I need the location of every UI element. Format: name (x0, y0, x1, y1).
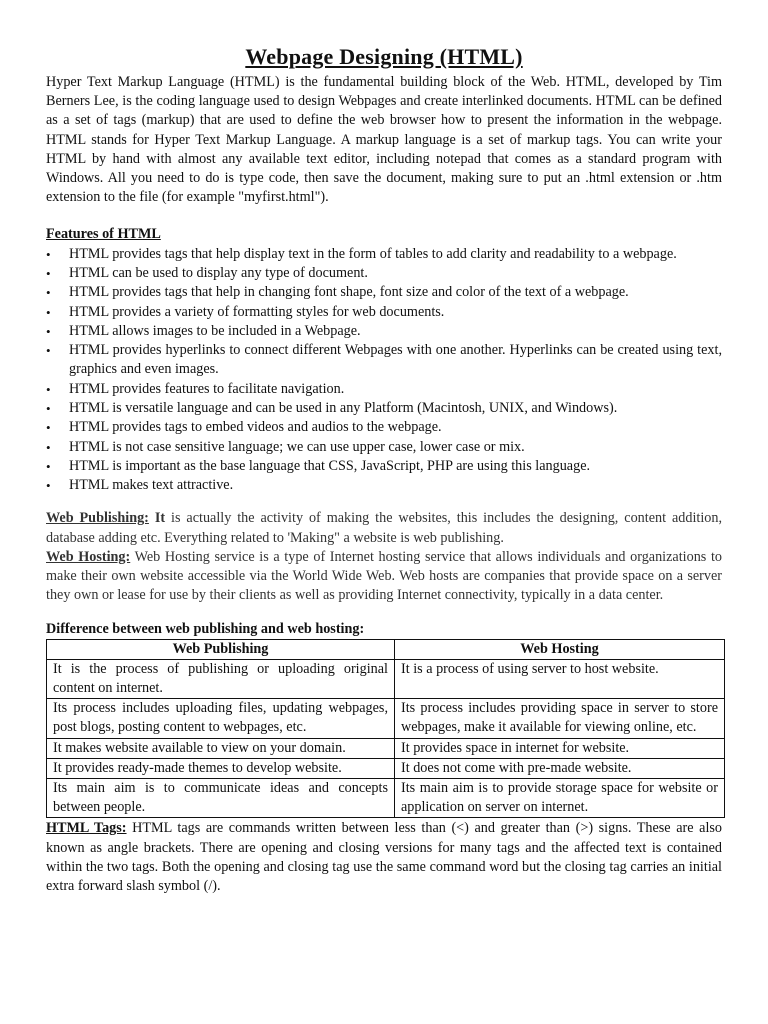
feature-text: HTML can be used to display any type of document. (69, 264, 368, 281)
features-heading: Features of HTML (46, 226, 161, 243)
bullet-icon: • (46, 343, 51, 359)
feature-list-item (46, 476, 722, 495)
web-publishing-cell: Its main aim is to communicate ideas and concepts between people. (47, 778, 395, 817)
table-header-row (47, 639, 725, 659)
web-hosting-cell: It does not come with pre-made website. (395, 758, 725, 778)
web-publishing-lead: It (148, 510, 166, 527)
web-publishing-cell: Its process includes uploading files, updating webpages, post blogs, posting content to webpages, etc. (47, 699, 395, 738)
features-list (46, 245, 722, 496)
feature-text: HTML provides tags to embed videos and audios to the webpage. (69, 419, 442, 436)
feature-list-item (46, 322, 722, 341)
web-hosting-text: Web Hosting service is a type of Internet hosting service that allows individuals and organizations to make their own website accessible via the World Wide Web. Web hosts are companies that provide space on a server they own or lease for use by their clients as well as providing Internet connectivity, typically in a data center. (46, 548, 722, 604)
feature-text: HTML is important as the base language that CSS, JavaScript, PHP are using this language. (69, 457, 591, 474)
intro-paragraph: Hyper Text Markup Language (HTML) is the fundamental building block of the Web. HTML, developed by Tim Berners Lee, is the coding language used to design Webpages and create interlinked documents. HTML can be defined as a set of tags (markup) that are used to define the web browser how to present the information in the webpage. HTML stands for Hyper Text Markup Language. A markup language is a set of markup tags. You can write your HTML by hand with almost any available text editor, including notepad that comes as a standard program with Windows. All you need to do is type code, then save the document, making sure to put an .html extension or .htm extension to the file (for example "myfirst.html"). (46, 74, 722, 206)
document-page (46, 44, 722, 896)
bullet-icon: • (46, 246, 51, 262)
feature-list-item (46, 418, 722, 437)
feature-text: HTML is versatile language and can be used in any Platform (Macintosh, UNIX, and Windows). (69, 400, 618, 416)
web-publishing-cell: It is the process of publishing or uploading original content on internet. (47, 659, 395, 698)
table-row (47, 659, 725, 698)
feature-list-item (46, 457, 722, 476)
bullet-icon: • (46, 304, 51, 320)
feature-list-item (46, 283, 722, 302)
table-row (47, 758, 725, 778)
web-hosting-cell: It provides space in internet for website. (395, 738, 725, 758)
web-hosting-label: Web Hosting: (46, 548, 131, 565)
feature-list-item (46, 245, 722, 264)
feature-list-item (46, 438, 722, 457)
feature-list-item (46, 303, 722, 322)
table-row (47, 738, 725, 758)
feature-list-item (46, 264, 722, 283)
bullet-icon: • (46, 285, 51, 301)
feature-text: HTML provides features to facilitate navigation. (69, 380, 345, 397)
table-row (47, 699, 725, 738)
difference-table (46, 639, 725, 819)
bullet-icon: • (46, 478, 51, 494)
html-tags-paragraph (46, 819, 722, 896)
feature-text: HTML provides a variety of formatting styles for web documents. (69, 303, 445, 320)
feature-text: HTML provides hyperlinks to connect different Webpages with one another. Hyperlinks can be created using text, graphics and even images. (69, 342, 722, 378)
feature-text: HTML allows images to be included in a Webpage. (69, 322, 361, 339)
bullet-icon: • (46, 458, 51, 474)
bullet-icon: • (46, 401, 51, 416)
bullet-icon: • (46, 381, 51, 397)
feature-text: HTML makes text attractive. (69, 477, 234, 494)
document-title: Webpage Designing (HTML) (245, 44, 523, 69)
header-web-publishing: Web Publishing (47, 639, 395, 659)
table-row (47, 778, 725, 817)
html-tags-label: HTML Tags: (46, 820, 127, 837)
bullet-icon: • (46, 323, 51, 339)
header-web-hosting: Web Hosting (395, 639, 725, 659)
web-hosting-cell: Its main aim is to provide storage space for website or application on server on internet. (395, 778, 725, 817)
difference-caption: Difference between web publishing and web hosting: (46, 620, 365, 637)
html-tags-text: HTML tags are commands written between less than (<) and greater than (>) signs. These are also known as angle brackets. There are opening and closing versions for many tags and the affected text is contained within the two tags. Both the opening and closing tag use the same command word but the closing tag carries an initial extra forward slash symbol (/). (46, 820, 722, 894)
web-publishing-cell: It makes website available to view on your domain. (47, 738, 395, 758)
web-hosting-cell: It is a process of using server to host website. (395, 659, 725, 698)
feature-list-item (46, 341, 722, 380)
web-publishing-label: Web Publishing: (46, 510, 149, 527)
feature-list-item (46, 380, 722, 399)
web-publishing-cell: It provides ready-made themes to develop website. (47, 758, 395, 778)
web-publishing-paragraph (46, 509, 722, 547)
feature-text: HTML is not case sensitive language; we can use upper case, lower case or mix. (69, 438, 525, 455)
bullet-icon: • (46, 265, 51, 281)
web-hosting-cell: Its process includes providing space in server to store webpages, make it available for viewing online, etc. (395, 699, 725, 738)
bullet-icon: • (46, 420, 51, 436)
web-publishing-text: is actually the activity of making the websites, this includes the designing, content addition, database adding etc. Everything related to 'Making" a website is web publishing. (46, 510, 723, 546)
bullet-icon: • (46, 439, 51, 455)
feature-text: HTML provides tags that help display text in the form of tables to add clarity and readability to a webpage. (69, 245, 677, 262)
feature-list-item (46, 399, 722, 418)
web-hosting-paragraph (46, 548, 722, 606)
feature-text: HTML provides tags that help in changing font shape, font size and color of the text of a webpage. (69, 284, 629, 301)
